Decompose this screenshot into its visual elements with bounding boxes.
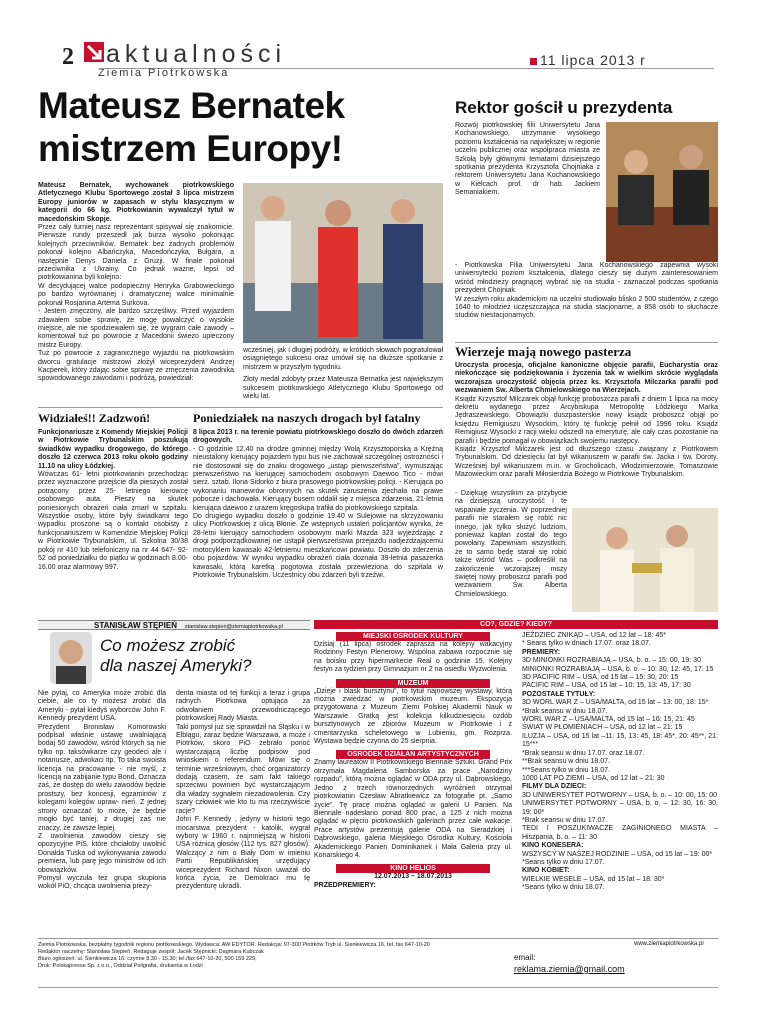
- column-headline: Co możesz zrobić dla naszej Ameryki?: [100, 636, 252, 675]
- wierzeje-headline: Wierzeje mają nowego pasterza: [455, 344, 632, 359]
- events-right: [522, 632, 718, 893]
- rektor-p2: - Piotrkowska Filia Uniwersytetu Jana Kochanowskiego zapewnia wysoki uniwersytecki poziom kształcenia, dlatego cieszy się dużym zainteresowaniem wśród młodzieży pragnącej wybrać się na studia - zaznaczał podczas spotkania prezydent Chojniak.: [455, 262, 718, 295]
- cinema-line: *Seans tylko w dniu 18.07.: [522, 884, 605, 892]
- helios-premiery: PRZEDPREMIERY:: [314, 881, 376, 889]
- cinema-line: KINO KONESERA:: [522, 842, 584, 850]
- main-p4: Tuż po powrocie z zagranicznego wyjazdu na piotrkowskim dworcu gratulacje mistrzowi złożył wiceprezydent Andrzej Kacperek, który zdając sobie sprawę ze zmęczenia zawodnika spowodowanego zawodami i podróżą, powiedział:: [38, 350, 234, 383]
- footer-imprint: Ziemia Piotrkowska, bezpłatny tygodnik regionu piotrkowskiego. Wydawca: AW EDYTOR. Redakcja: 97-300 Piotrków Tryb ul. Sienkiewicza 16, tel. fax 647-10-20 Redaktor naczelny: Stanisław Stępień. Redaguje zespół: Jacek Stępnicki, Dagmara Kubczak Biuro ogłoszeń: ul. Sienkiewicza 16: czynne 8.30 - 15.30; tel./fax 647-10-20, 500 159 229, Druk: Polskapresse Sp. z o.o., Oddział Poligrafia, drukarnia w Łodzi: [38, 942, 430, 969]
- widziales-p1: Wówczas 61- letni piotrkowianin przechodząc przez wyznaczone przejście dla pieszych został potrącony przez 25- letniego kierowcę osobowego auta. Pieszy na skutek poniesionych obrażeń ciała zmarł w szpitalu. Wszystkie osoby, które były świadkami tego wypadku proszone są o kontakt osobisty z funkcjonariuszem w Komendzie Miejskiej Policji w Piotrkowie Trybunalskim, ul. Szkolna 30/38 pokój nr 410 lub telefoniczny na nr 44 647- 92- 52 od poniedziałku do piątku w godzinach 8.00- 16.00 oraz alarmowy 997.: [38, 471, 188, 571]
- cinema-line: WORL WAR Z – USA/MALTA, od 15 lat – 16: 15, 21: 45: [522, 716, 695, 724]
- cinema-line: JEŹDZIEC ZNIKĄD – USA, od 12 lat – 18: 45*: [522, 632, 666, 639]
- rule: [455, 342, 718, 343]
- column-byline: [38, 620, 310, 630]
- rektor-body: [455, 262, 718, 321]
- rektor-p3: W zeszłym roku akademickim na uczelni studiowało blisko 2 500 studentów, z czego 1640 to młodzież uczęszczająca na studia stacjonarne, a 858 osób to słuchacze studiów niestacjonarnych.: [455, 295, 718, 320]
- column-author: STANISŁAW STĘPIEŃ: [94, 621, 177, 630]
- poniedzialek-body: [193, 429, 443, 580]
- issue-date: 11 lipca 2013 r: [530, 52, 646, 68]
- priest-photo: [572, 508, 718, 612]
- cinema-line: * Seans tylko w dniach 17.07. oraz 18.07.: [522, 640, 651, 648]
- wierzeje-p2: Ksiądz Krzysztof Milczarek jest od dłuższego czasu związany z Piotrkowem Trybunalskim. Od dziesięciu lat był wikariuszem w parafii św. Jacka i św. Doroty. Wcześniej był wikariuszem m.in. w Grocholicach, Włodzimierzowie, Tomaszowie Mazowieckim oraz parafii Miłosierdzia Bożego w Piotrkowie Trybunalskim.: [455, 446, 718, 479]
- wrestler-photo: [243, 183, 443, 343]
- column-p1: Nie pytaj, co Ameryka może zrobić dla ciebie, ale co ty możesz zrobić dla Ameryki - pytał kiedyś wyborców John F. Kennedy prezydent USA.: [38, 690, 166, 723]
- cinema-line: PACIFIC RIM – USA, od 15 lat – 10: 15, 13: 45, 17: 30: [522, 682, 691, 690]
- events-head-oda: OŚRODEK DZIAŁAŃ ARTYSTYCZNYCH: [336, 750, 490, 759]
- helios-dates: 12.07.2013 – 18.07.2013: [374, 873, 452, 881]
- main-article-col1: [38, 182, 234, 384]
- main-headline: Mateusz Bernatek mistrzem Europy!: [38, 85, 345, 169]
- column-email: stanislaw.stepien@ziemiapiotrkowska.pl: [184, 624, 283, 630]
- cinema-line: 1000 LAT PO ZIEMI – USA, od 12 lat – 21: 30: [522, 774, 665, 782]
- main-p3: - Jestem zmęczony, ale bardzo szczęśliwy. Przed wyjazdem zdawałem sobie sprawę, że mogę powalczyć o wysokie miejsce, ale nie spodziewałem się, że wygram całe zawody – komentował tuż po powrocie z Macedonii świeżo upieczony mistrz Europy.: [38, 308, 234, 349]
- column-p3: Z uwolnienia zawodów cieszy się opozycyjne PiS, które chciałoby uwolnić Donalda Tuska od wykonywania zawodu premiera, lub parę jego ministrów od ich obowiązków.: [38, 832, 166, 874]
- cinema-line: PREMIERY:: [522, 648, 561, 656]
- column-col2: [176, 690, 310, 892]
- events-text-mok: Dzisiaj (11 lipca) ośrodek zaprasza na kolejny wakacyjny Rodzinny Festyn Plenerowy. Wspólna zabawa rozpocznie się na boisku przy hipermarkecie Real o godzinie 15. Kolejny festyn za tydzień przy Gimnazjum nr 2 na osiedlu Wyzwolenia.: [314, 641, 512, 674]
- main-article-col2: [243, 347, 443, 401]
- events-head-muzeum: MUZEUM: [336, 679, 490, 688]
- cinema-line: ŚWIAT W PŁOMIENIACH – USA, od 12 lat – 21: 15: [522, 724, 683, 732]
- column-p7: John F. Kennedy , jedyny w historii tego mocarstwa prezydent - katolik, wygrał wybory w 1960 r. najmniejszą w historii USA różnicą głosów (112 tys. 827 głosów). Walczący z nim o Biały Dom w imieniu Partii Republikańskiej urzędujący wiceprezydent Richard Nixon uważał do końca życia, że Demokraci mu tę prezydenturę ukradli.: [176, 816, 310, 891]
- widziales-body: [38, 429, 188, 572]
- rule: [38, 407, 443, 408]
- events-text-muzeum: „Dzieje i blask bursztynu”, to tytuł najnowszej wystawy, którą można zwiedzać w piotrkowskim muzeum. Ekspozycja przygotowana z Muzeum Ziemi Polskiej Akademii Nauk w Warszawie. Gratką jest kolekcja kilkudziesięciu ozdób bursztynowych ze zbiorów Muzeum w Piotrkowie i z cmentarzyska scheletowego w Lubieniu, gm. Rozprza. Wystawa będzie czynna do 25 sierpnia.: [314, 687, 512, 746]
- rektor-photo: [606, 122, 718, 262]
- column-p6: Taki pomysł już się sprawdził na Śląsku i w Elblągu, zaraz będzie Warszawa, a może i Piotrków, skoro PiO zebrało ponoć wystarczającą liczbę podpisów pod wnioskiem o referendum. Mówi się o terminie wrześniowym, choć organizatorzy dodają czasem, że sam fakt takiego sprzeciwu powinien być wystarczającym dla władzy sygnałem niezadowolenia. Czy szary człowiek wie kto tu ma rzeczywiście racje?: [176, 723, 310, 815]
- wierzeje-p1: Ksiądz Krzysztof Milczarek objął funkcję proboszcza parafii z dniem 1 lipca na mocy dekretu wydanego przez Arcybiskupa Metropolitę Łódzkiego Marka Jędraszewskiego. Obowiązki duszpasterskie nowy ksiądz proboszcz objął po księdzu Remigiuszu Wysockim, który tę funkcję pełnił od 1996 roku. Ksiądz Remigiusz Wysocki z racji wieku odszedł na emeryturę, ale cały czas pozostanie na parafii i będzie pomagał w obowiązkach swojemu następcy.: [455, 395, 718, 445]
- cinema-line: *Brak seansu w dniu 17.07. oraz 18.07.: [522, 749, 645, 757]
- footer: [38, 938, 718, 988]
- footer-email-link[interactable]: reklama.ziemia@gmail.com: [514, 964, 625, 974]
- cinema-line: *Brak seansu w dniu 18.07.: [522, 707, 608, 715]
- cinema-line: UNIWERSYTET POTWORNY – USA, b. o. – 12: 30, 16: 30, 19: 00*: [522, 800, 718, 816]
- main-p5: wcześniej, jak i długiej podróży, w krótkich słowach pogratulował osiągniętego sukcesu oraz umówił się na dłuższe spotkanie z mistrzem w przyszłym tygodniu.: [243, 347, 443, 371]
- events-head-helios: KINO HELIOS: [336, 864, 490, 873]
- column-p5: denta miasta od tej funkcji a teraz i grupa radnych Piotrkowa optująca za odwołaniem przewodniczącego piotrkowskiej Rady Miasta.: [176, 690, 310, 723]
- logo-arrow-icon: [84, 42, 104, 62]
- main-lead: Mateusz Bernatek, wychowanek piotrkowskiego Atletycznego Klubu Sportowego został 3 lipca mistrzem Europy juniorów w zapasach w stylu klasycznym w kategorii do 66 kg. Piotrkowianin wywalczył tytuł w macedońskim Skopje.: [38, 182, 234, 223]
- wierzeje-lead: Uroczysta procesja, oficjalne kanoniczne objęcie parafii, Eucharystia oraz niekończące się podziękowania i życzenia tak w wielkim skrócie wyglądała wczorajsza uroczystość objęcia przez ks. Krzysztofa Milczarka parafii pod wezwaniem Św. Alberta Chmielowskiego na Wierzejach.: [455, 362, 718, 395]
- main-p2: W decydującej walce podopieczny Henryka Grabowieckiego po bardzo wyrównanej i dramatycznej walce minimalnie pokonał Rosjanina Artema Surkova.: [38, 282, 234, 307]
- cinema-line: *Seans tylko w dniu 17.07.: [522, 858, 605, 866]
- cinema-line: ***Seans tylko w dniu 18.07.: [522, 766, 610, 774]
- page-number: 2: [62, 44, 74, 70]
- cinema-line: ILUZJA – USA, od 15 lat –11: 15, 13: 45, 18: 45*, 20: 45**, 21: 15***: [522, 732, 718, 749]
- masthead-title: aktualności: [106, 40, 287, 68]
- date-marker-icon: [530, 58, 537, 65]
- poniedzialek-headline: Poniedziałek na naszych drogach był fatalny: [193, 411, 421, 425]
- cinema-line: MINIONKI ROZRABIAJĄ – USA, b. o. – 10: 30, 12: 45, 17: 15: [522, 665, 714, 673]
- main-p6: Złoty medal zdobyty przez Mateusza Bernatka jest największym sukcesem piotrkowskiego Atletycznego Klubu Sportowego od wielu lat.: [243, 376, 443, 401]
- cinema-line: *Brak seansu w dniu 17.07.: [522, 816, 608, 824]
- widziales-headline: Widziałeś!! Zadzwoń!: [38, 411, 151, 425]
- poniedzialek-p2: Do drugiego wypadku doszło o godzinie 19.40 w Sulejowie na skrzyżowaniu ulicy Piotrkowskiej z ulicą Błonie. Ze wstępnych ustaleń policjantów wynika, że 28-letni kierujący samochodem osobowym marki Mazda 323 wyjeżdżając z drogi podporządkowanej nie ustąpił pierwszeństwa przejazdu nadjeżdżającemu motocyklem kawasaki 42-letniemu mieszkańcowi powiatu. Doszło do zderzenia obu pojazdów. W wyniku wypadku obrażeń ciała doznała 39-letnia pasażerka kawasaki, którą karetką pogotowia została przewieziona do szpitala w Piotrkowie Trybunalskim. Uczestnicy obu zdarzeń byli trzeźwi.: [193, 513, 443, 579]
- main-p1: Przez cały turniej nasz reprezentant spisywał się znakomicie. Pierwsze rundy przeszedł jak burza wysoko pokonując kolejnych przeciwników. Bernatek bez żadnych problemów pokonał kolejno Albańczyka, Macedończyka, Bułgara, a następnie Denys Daniela z Gruzji. W finale pokonał przeciwnika z Ukrainy. Co jednak ważne, lepsi od piotrkowianina byli kolejno:: [38, 224, 234, 282]
- rektor-headline: Rektor gościł u prezydenta: [455, 98, 673, 117]
- footer-email-label: email:: [514, 953, 536, 962]
- widziales-lead: Funkcjonariusze z Komendy Miejskiej Policji w Piotrkowie Trybunalskim poszukują świadków wypadku drogowego, do którego doszło 12 czerwca 2013 roku około godziny 11.10 na ulicy Łódzkiej.: [38, 429, 188, 470]
- footer-site-link[interactable]: www.ziemiapiotrkowska.pl: [634, 941, 704, 947]
- cinema-line: 3D UNIWERSYTET POTWORNY – USA, b. o. – 10: 00, 15: 00: [522, 791, 718, 799]
- cinema-line: POZOSTAŁE TYTUŁY:: [522, 690, 596, 698]
- column-p2: Prezydent Bronisław Komorowski podpisał właśnie ustawę uwalniającą bodaj 50 zawodów, wśród których są nie tylko np. taksówkarze czy geodeci ale i notariusze, adwokaci itp. To taka swoista licencja na pracowanie - nie myśl, z licencją na zabijanie typu Bond. Oznacza zaś, że dostęp do wielu zawodów będzie prostszy, bez koncesji, egzaminów z kolegami kolegów upraw- nień. Z jednej strony oznaczać to może, że będzie mogło być taniej, z drugiej zaś nie znaczy, że zawsze lepiej.: [38, 723, 166, 832]
- cinema-line: TEDI I POSZUKIWACZE ZAGINIONEGO MIASTA – Hiszpania, b. o. – 11: 30: [522, 825, 718, 841]
- poniedzialek-p1: - O godzinie 12.40 na drodze gminnej między Wolą Krzysztoporską a Kręźną nieustalony kierujący pojazdem typu bus nie zachował szczególnej ostrożności i nie dostosował się do znaku drogowego „ustąp pierwszeństwa”, wymuszając pierwszeństwo na kierującej samochodem osobowym Daewoo Tico - mówi sierż. sztab. Ilona Sidorko z biura prasowego piotrkowskiej policji. - Kierująca po wykonaniu manewrów obronnych na skutek zaruszenia zjechała na prawe pobocze i dachowała. Kierujący busem oddalił się z miejsca zdarzenia. 21-letnia kierująca daewoo z urazem kręgosłupa trafiła do piotrkowskiego szpitala.: [193, 445, 443, 512]
- rektor-p1: Rozwój piotrkowskiej filii Uniwersytetu Jana Kochanowskiego, utrzymanie wysokiego poziomu kształcenia na największej w regionie uczelni publicznej oraz współpraca miasta ze Szkołą były głównymi tematami dzisiejszego spotkania prezydenta Krzysztofa Chojniaka z rektorem Uniwersytetu Jana Kochanowskiego w Kielcach prof. dr hab. Jackiem Semaniakiem.: [455, 122, 600, 197]
- poniedzialek-lead: 8 lipca 2013 r. na terenie powiatu piotrkowskiego doszło do dwóch zdarzeń drogowych.: [193, 429, 443, 445]
- column-col1: [38, 690, 166, 892]
- cinema-line: WSZYSCY W NASZEJ RODZINIE – USA, od 15 lat – 19: 00*: [522, 850, 713, 858]
- column-p4: Pomysł wyczuła też grupa skupiona wokół PiO, chcąca uwolnienia prezy-: [38, 874, 166, 891]
- cinema-line: **Brak seansu w dniu 18.07.: [522, 758, 610, 766]
- events-text-oda: Znamy laureatów II Piotrkowskiego Biennale Sztuki. Grand Prix otrzymała Magdalena Samborska za prace „Narodziny rozpadu”, którą można oglądać w ODA przy ul. Dąbrowskiego. Jedno z trzech równorzędnych wyróżnień otrzymał piotrkowianin Czesław Abratkiewicz za fotografie pt. „Samo życie”. Tę pracę można oglądać w galerii U Panien. Na Biennale nadesłano ponad 800 prac, a 125 z nich można oglądać w pięciu piotrkowskich galeriach przez całe wakacje. Prace artystów prezentują galerie ODA na Sieradzkiej i Dąbrowskiego, galeria Miejskiego Ośrodka Kultury, Kościoła Akademickiego Panien Dominikanek i Mała Galeria przy ul. Konarskiego 4.: [314, 759, 512, 859]
- cinema-line: FILMY DLA DZIECI:: [522, 783, 587, 791]
- cinema-line: 3D PACIFIC RIM – USA, od 15 lat – 15: 30, 20: 15: [522, 674, 679, 682]
- cinema-line: WIELKIE WESELE – USA, od 15 lat – 18: 30*: [522, 875, 665, 883]
- author-avatar: [50, 632, 92, 684]
- cinema-line: 3D MINIONKI ROZRABIAJĄ – USA, b. o. – 15: 00, 19: 30: [522, 657, 701, 665]
- events-head-mok: MIEJSKI OŚRODEK KULTURY: [336, 632, 490, 641]
- masthead-subtitle: Ziemia Piotrkowska: [98, 67, 230, 79]
- events-banner: CO?, GDZIE? KIEDY?: [314, 620, 718, 629]
- events-left: [314, 632, 512, 890]
- cinema-line: KINO KOBIET:: [522, 867, 570, 875]
- cinema-line: 3D WORL WAR Z – USA/MALTA, od 15 lat – 13: 00, 18: 15*: [522, 699, 709, 707]
- wierzeje-p3: - Dziękuję wszystkim za przybycie na dzisiejszą uroczystość i te wspaniałe życzenia. W poprzedniej parafii nie starałem się robić nic innego, jak tylko służyć ludziom, ponieważ kapłan został do tego powołany. Zapewniam wszystkich, że to samo będę starał się robić także wśród Was – podkreślił na zakończenie wczorajszej mszy świętej nowy proboszcz parafii pod wezwaniem Św. Alberta Chmielowskiego.: [455, 490, 567, 598]
- wierzeje-body-top: [455, 362, 718, 480]
